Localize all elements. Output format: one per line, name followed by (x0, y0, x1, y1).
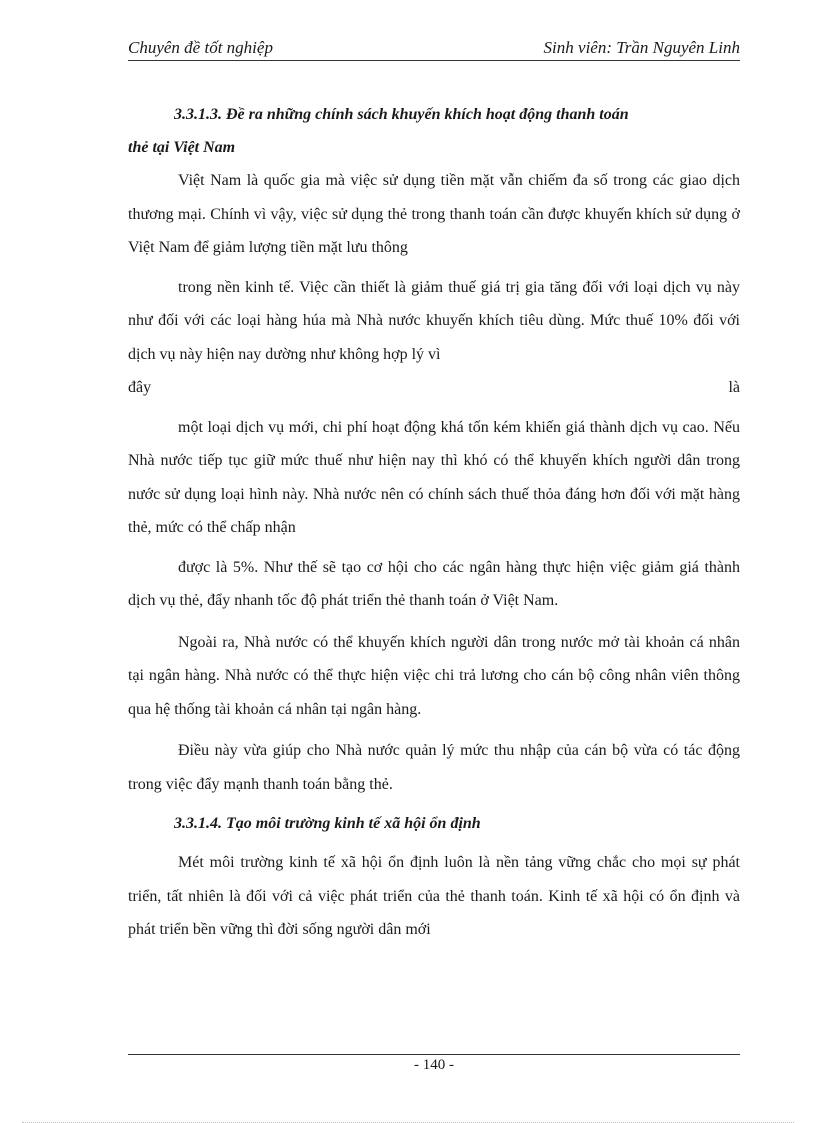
heading-line-1: 3.3.1.3. Đề ra những chính sách khuyến khích hoạt động thanh toán (174, 106, 629, 123)
paragraph-5: Ngoài ra, Nhà nước có thể khuyến khích người dân trong nước mở tài khoản cá nhân tại ngân hàng. Nhà nước có thể thực hiện việc chi trả lương cho cán bộ công nhân viên thông qua hệ thống tài khoản cá nhân tại ngân hàng. (128, 633, 740, 718)
paragraph-7: Mét môi trường kinh tế xã hội ổn định luôn là nền tảng vững chắc cho mọi sự phát triển, tất nhiên là đối với cả việc phát triển của thẻ thanh toán. Kinh tế xã hội có ổn định và phát triển bền vững thì đời sống người dân mới (128, 854, 740, 938)
footer-divider (128, 1054, 740, 1055)
paragraph-1: Việt Nam là quốc gia mà việc sử dụng tiền mặt vẫn chiếm đa số trong các giao dịch thương mại. Chính vì vậy, việc sử dụng thẻ trong thanh toán cần được khuyến khích sử dụng ở Việt Nam để giảm lượng tiền mặt lưu thông (128, 172, 740, 256)
paragraph-2-end-left: đây (128, 379, 152, 396)
paragraph-2-text: trong nền kinh tế. Việc cần thiết là giảm thuế giá trị gia tăng đối với loại dịch vụ này như đối với các loại hàng húa mà Nhà nước khuyến khích tiêu dùng. Mức thuế 10% đối với dịch vụ này hiện nay dường như không hợp lý vì (128, 278, 740, 363)
paragraph-2 (128, 271, 740, 372)
paragraph-6: Điều này vừa giúp cho Nhà nước quản lý mức thu nhập của cán bộ vừa có tác động trong việc đẩy mạnh thanh toán bằng thẻ. (128, 742, 740, 793)
paragraph-3: một loại dịch vụ mới, chi phí hoạt động khá tốn kém khiến giá thành dịch vụ cao. Nếu Nhà nước tiếp tục giữ mức thuế như hiện nay thì khó có thể khuyến khích người dân trong nước sử dụng loại hình này. Nhà nước nên có chính sách thuế thỏa đáng hơn đối với mặt hàng thẻ, mức có thể chấp nhận (128, 418, 740, 536)
paragraph-2-line-end (128, 371, 740, 405)
section-heading-3-3-1-4: 3.3.1.4. Tạo môi trường kinh tế xã hội ổn định (174, 815, 481, 832)
page-body (128, 98, 740, 947)
header-author: Sinh viên: Trần Nguyên Linh (543, 38, 740, 57)
paragraph-2-end-right: là (728, 379, 740, 396)
page-header (128, 38, 740, 61)
paragraph-4: được là 5%. Như thế sẽ tạo cơ hội cho các ngân hàng thực hiện việc giảm giá thành dịch vụ thẻ, đẩy nhanh tốc độ phát triển thẻ thanh toán ở Việt Nam. (128, 558, 740, 609)
page-number: - 140 - (414, 1057, 454, 1073)
heading-line-2: thẻ tại Việt Nam (128, 139, 236, 156)
section-heading-3-3-1-3 (128, 98, 740, 164)
header-document-type: Chuyên đề tốt nghiệp (128, 38, 273, 57)
